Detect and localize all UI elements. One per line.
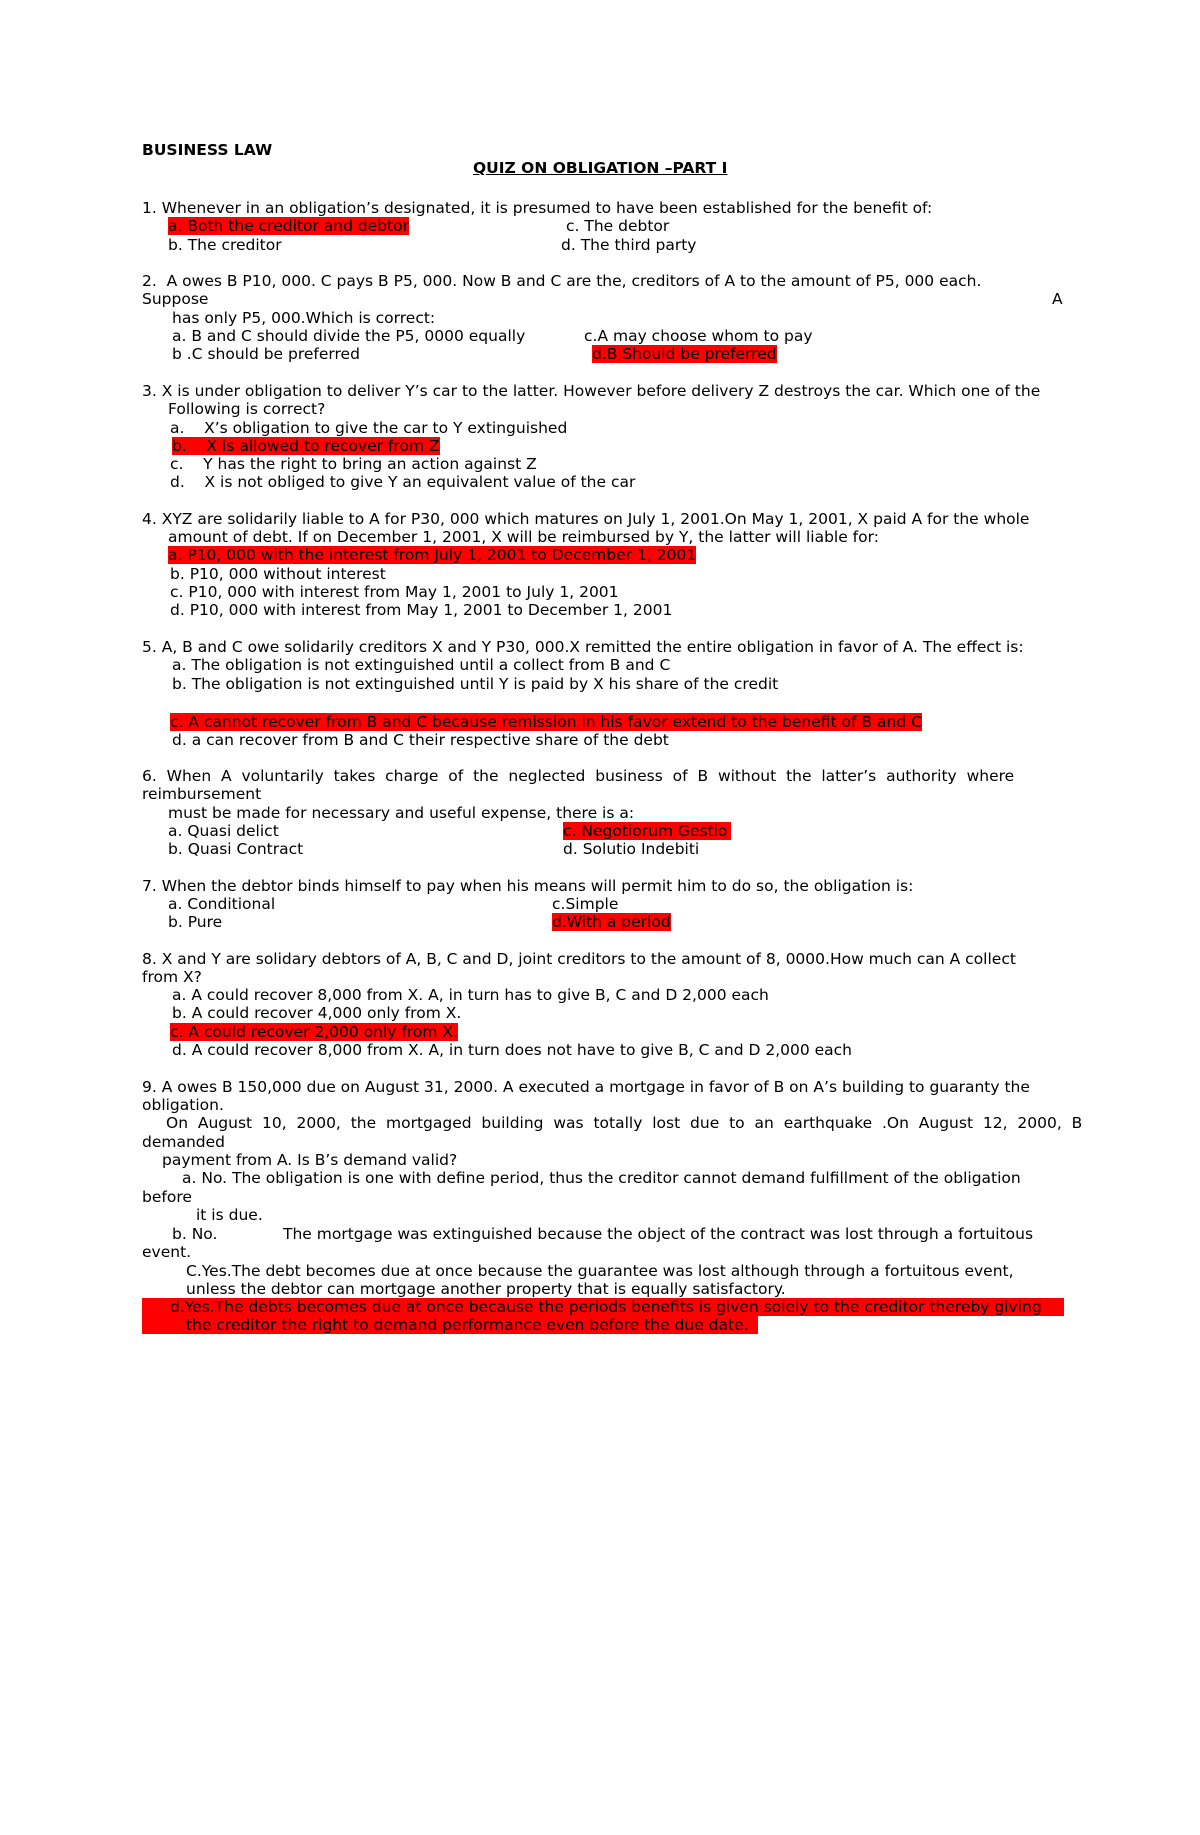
question-9-text-line4: demanded (142, 1133, 226, 1151)
question-2-option-a: a. B and C should divide the P5, 0000 equally (172, 327, 526, 345)
question-9-option-b-line1b: The mortgage was extinguished because the object of the contract was lost through a fortuitous (283, 1225, 1034, 1243)
quiz-title: QUIZ ON OBLIGATION –PART I (473, 159, 728, 177)
question-9-option-a-line2: before (142, 1188, 192, 1206)
question-4-option-b: b. P10, 000 without interest (170, 565, 386, 583)
question-9-option-a-line1: a. No. The obligation is one with define period, thus the creditor cannot demand fulfillment of the obligation (182, 1169, 1021, 1187)
question-9-option-c-line2: unless the debtor can mortgage another property that is equally satisfactory. (186, 1280, 786, 1298)
question-1-option-a: a. Both the creditor and debtor (168, 217, 409, 235)
question-9-text-line2: obligation. (142, 1096, 224, 1114)
question-8-option-d: d. A could recover 8,000 from X. A, in turn does not have to give B, C and D 2,000 each (172, 1041, 853, 1059)
question-7-text: 7. When the debtor binds himself to pay when his means will permit him to do so, the obligation is: (142, 877, 914, 895)
question-8-text-line2: from X? (142, 968, 202, 986)
question-2-option-b: b .C should be preferred (172, 345, 360, 363)
question-5-option-c: c. A cannot recover from B and C because remission in his favor extend to the benefit of B and C (170, 713, 922, 731)
question-9-text-line1: 9. A owes B 150,000 due on August 31, 2000. A executed a mortgage in favor of B on A’s building to guaranty the (142, 1078, 1030, 1096)
question-5-option-d: d. a can recover from B and C their respective share of the debt (172, 731, 669, 749)
question-4-option-c: c. P10, 000 with interest from May 1, 2001 to July 1, 2001 (170, 583, 619, 601)
question-9-option-d-line2: the creditor the right to demand performance even before the due date. (142, 1316, 758, 1334)
question-6-option-b: b. Quasi Contract (168, 840, 304, 858)
question-4-option-d: d. P10, 000 with interest from May 1, 2001 to December 1, 2001 (170, 601, 673, 619)
question-9-option-a-line3: it is due. (196, 1206, 263, 1224)
question-9-option-d-line1: d.Yes.The debts becomes due at once because the periods benefits is given solely to the creditor thereby giving (142, 1298, 1064, 1316)
question-9-option-b-line2: event. (142, 1243, 192, 1261)
question-1-option-c: c. The debtor (566, 217, 670, 235)
question-5-option-b: b. The obligation is not extinguished until Y is paid by X his share of the credit (172, 675, 779, 693)
question-3-text-line2: Following is correct? (168, 400, 326, 418)
question-3-text-line1: 3. X is under obligation to deliver Y’s car to the latter. However before delivery Z destroys the car. Which one of the (142, 382, 1041, 400)
question-9-text-line5: payment from A. Is B’s demand valid? (162, 1151, 458, 1169)
question-8-option-b: b. A could recover 4,000 only from X. (172, 1004, 462, 1022)
question-3-option-b: b. X is allowed to recover from Z (172, 437, 440, 455)
question-7-option-d: d.With a period (552, 913, 671, 931)
question-7-option-b: b. Pure (168, 913, 223, 931)
question-3-option-a: a. X’s obligation to give the car to Y extinguished (170, 419, 568, 437)
question-5-text: 5. A, B and C owe solidarily creditors X and Y P30, 000.X remitted the entire obligation in favor of A. The effect is: (142, 638, 1024, 656)
question-7-option-c: c.Simple (552, 895, 619, 913)
question-2-option-c: c.A may choose whom to pay (584, 327, 813, 345)
question-2-text-line2: Suppose (142, 290, 209, 308)
question-9-text-line3: On August 10, 2000, the mortgaged building was totally lost due to an earthquake .On August 12, 2000, B (166, 1114, 1083, 1132)
question-8-option-c: c. A could recover 2,000 only from X. (170, 1023, 458, 1041)
question-2-text-line1: 2. A owes B P10, 000. C pays B P5, 000. Now B and C are the, creditors of A to the amount of P5, 000 each. (142, 272, 982, 290)
question-6-text-line2: reimbursement (142, 785, 262, 803)
question-6-option-a: a. Quasi delict (168, 822, 279, 840)
question-1-option-d: d. The third party (561, 236, 697, 254)
question-6-option-d: d. Solutio Indebiti (563, 840, 700, 858)
course-title: BUSINESS LAW (142, 141, 273, 159)
question-9-option-c-line1: C.Yes.The debt becomes due at once because the guarantee was lost although through a fortuitous event, (186, 1262, 1014, 1280)
question-8-text-line1: 8. X and Y are solidary debtors of A, B, C and D, joint creditors to the amount of 8, 0000.How much can A collect (142, 950, 1016, 968)
question-2-option-d: d.B Should be preferred (592, 345, 777, 363)
question-8-option-a: a. A could recover 8,000 from X. A, in turn has to give B, C and D 2,000 each (172, 986, 769, 1004)
question-6-text-line3: must be made for necessary and useful expense, there is a: (168, 804, 635, 822)
question-1-option-b: b. The creditor (168, 236, 282, 254)
question-6-option-c: c. Negotiorum Gestio (563, 822, 731, 840)
question-4-text-line1: 4. XYZ are solidarily liable to A for P30, 000 which matures on July 1, 2001.On May 1, 2001, X paid A for the whole (142, 510, 1030, 528)
question-6-text-line1: 6. When A voluntarily takes charge of the neglected business of B without the latter’s authority where (142, 767, 1015, 785)
question-4-text-line2: amount of debt. If on December 1, 2001, X will be reimbursed by Y, the latter will liable for: (168, 528, 879, 546)
question-1-text: 1. Whenever in an obligation’s designated, it is presumed to have been established for the benefit of: (142, 199, 933, 217)
question-2-text-line3: has only P5, 000.Which is correct: (172, 309, 436, 327)
question-7-option-a: a. Conditional (168, 895, 276, 913)
question-3-option-d: d. X is not obliged to give Y an equivalent value of the car (170, 473, 636, 491)
question-3-option-c: c. Y has the right to bring an action against Z (170, 455, 537, 473)
question-4-option-a: a. P10, 000 with the interest from July 1, 2001 to December 1, 2001 (168, 546, 697, 564)
question-5-option-a: a. The obligation is not extinguished until a collect from B and C (172, 656, 671, 674)
question-9-option-b-line1a: b. No. (172, 1225, 218, 1243)
question-2-text-line2b: A (1052, 290, 1063, 308)
